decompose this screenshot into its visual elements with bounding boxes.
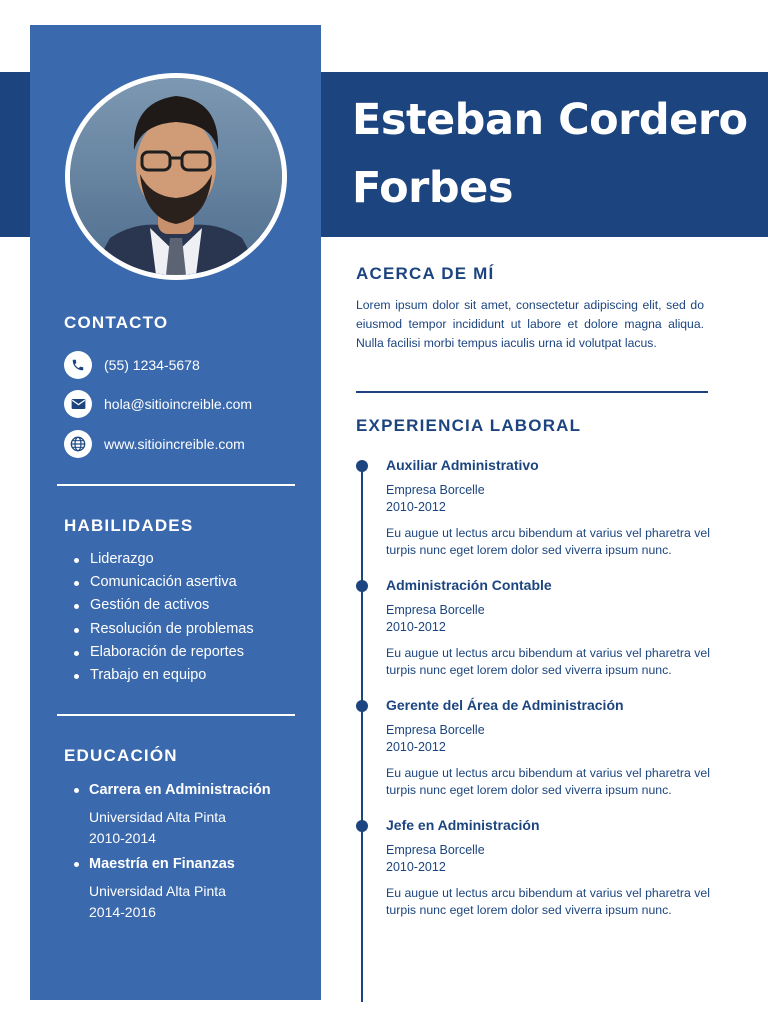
- education-degree: Maestría en Finanzas: [64, 853, 314, 875]
- education-school: Universidad Alta Pinta: [89, 809, 226, 825]
- phone-number: (55) 1234-5678: [104, 357, 200, 373]
- job-title: Jefe en Administración: [386, 817, 540, 833]
- job-dates: 2010-2012: [386, 860, 446, 874]
- timeline-dot: [356, 820, 368, 832]
- education-school: Universidad Alta Pinta: [89, 883, 226, 899]
- education-degree: Carrera en Administración: [64, 779, 314, 801]
- job-entry: [386, 576, 716, 679]
- profile-photo: [70, 78, 282, 275]
- job-description: Eu augue ut lectus arcu bibendum at varius vel pharetra vel turpis nunc eget lorem dolor sed viverra ipsum nunc.: [386, 886, 711, 917]
- education-item: [64, 779, 314, 849]
- job-company: Empresa Borcelle: [386, 843, 485, 857]
- skills-heading: HABILIDADES: [64, 516, 194, 535]
- main-divider: [356, 391, 708, 393]
- job-title: Auxiliar Administrativo: [386, 457, 539, 473]
- email-address[interactable]: hola@sitioincreible.com: [104, 396, 253, 412]
- skill-item: Comunicación asertiva: [64, 571, 254, 594]
- education-heading: EDUCACIÓN: [64, 746, 178, 765]
- skill-item: Gestión de activos: [64, 594, 254, 617]
- timeline-dot: [356, 460, 368, 472]
- job-title: Gerente del Área de Administración: [386, 697, 624, 713]
- job-company: Empresa Borcelle: [386, 483, 485, 497]
- contact-heading: CONTACTO: [64, 313, 169, 332]
- email-icon: [64, 390, 92, 418]
- contact-email: [64, 390, 252, 418]
- job-company: Empresa Borcelle: [386, 603, 485, 617]
- phone-icon: [64, 351, 92, 379]
- skills-list: [64, 548, 254, 687]
- avatar: [70, 78, 282, 275]
- globe-icon: [64, 430, 92, 458]
- job-description: Eu augue ut lectus arcu bibendum at varius vel pharetra vel turpis nunc eget lorem dolor sed viverra ipsum nunc.: [386, 526, 711, 557]
- job-entry: [386, 816, 716, 919]
- timeline-dot: [356, 580, 368, 592]
- education-years: 2010-2014: [89, 830, 156, 846]
- job-dates: 2010-2012: [386, 500, 446, 514]
- skill-item: Trabajo en equipo: [64, 664, 254, 687]
- about-text: Lorem ipsum dolor sit amet, consectetur adipiscing elit, sed do eiusmod tempor incididunt ut labore et dolore magna aliqua. Nulla facilisi morbi tempus iaculis urna id volutpat lacus.: [356, 298, 704, 350]
- job-description: Eu augue ut lectus arcu bibendum at varius vel pharetra vel turpis nunc eget lorem dolor sed viverra ipsum nunc.: [386, 766, 711, 797]
- education-item: [64, 853, 314, 923]
- name-line-1: Esteban Cordero: [352, 95, 748, 145]
- candidate-name: [352, 86, 752, 222]
- job-dates: 2010-2012: [386, 740, 446, 754]
- skill-item: Liderazgo: [64, 548, 254, 571]
- name-line-2: Forbes: [352, 163, 513, 213]
- website-url[interactable]: www.sitioincreible.com: [104, 436, 245, 452]
- contact-phone: [64, 351, 200, 379]
- job-company: Empresa Borcelle: [386, 723, 485, 737]
- skill-item: Resolución de problemas: [64, 618, 254, 641]
- skill-item: Elaboración de reportes: [64, 641, 254, 664]
- sidebar-divider: [57, 484, 295, 486]
- experience-heading: EXPERIENCIA LABORAL: [356, 416, 582, 435]
- job-entry: [386, 456, 716, 559]
- job-title: Administración Contable: [386, 577, 552, 593]
- about-heading: ACERCA DE MÍ: [356, 264, 495, 283]
- timeline-dot: [356, 700, 368, 712]
- education-years: 2014-2016: [89, 904, 156, 920]
- contact-website: [64, 430, 245, 458]
- job-description: Eu augue ut lectus arcu bibendum at varius vel pharetra vel turpis nunc eget lorem dolor sed viverra ipsum nunc.: [386, 646, 711, 677]
- job-entry: [386, 696, 716, 799]
- job-dates: 2010-2012: [386, 620, 446, 634]
- sidebar-divider: [57, 714, 295, 716]
- timeline-line: [361, 465, 363, 1002]
